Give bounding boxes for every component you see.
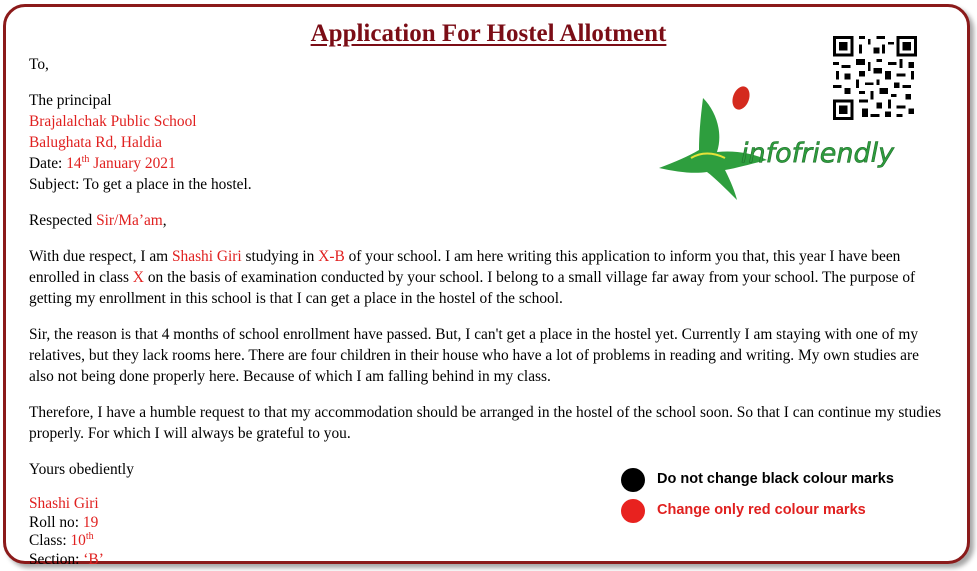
qr-code-icon [830,36,920,120]
section-line [29,551,944,570]
class-label: Class: [29,532,71,549]
logo-wordmark: infofriendly [741,138,895,169]
red-dot-icon [621,499,645,523]
paragraph-2: Sir, the reason is that 4 months of school enrollment have passed. But, I can't get a place in the hostel yet. Currently I am staying with one of my relatives, but they lack rooms here. There are four children in their house who have a lot of problems in reading and writing. My own studies are also not being done properly here. Because of which I am falling behind in my class. [29,326,919,385]
class-number: 10 [70,532,86,549]
legend-red-label: Change only red colour marks [657,502,866,518]
para1-class: X [132,269,144,286]
date-label: Date: [29,155,67,172]
legend-black-label: Do not change black colour marks [657,471,894,487]
class-suffix: th [85,531,94,542]
class-line [29,532,944,551]
date-day: 14 [66,155,82,172]
salutation-name: Sir/Ma’am [96,212,163,229]
roll-label: Roll no: [29,513,83,531]
date-suffix: th [81,154,90,165]
para1-text-2: studying in [241,248,319,265]
salutation-suffix: , [162,212,167,229]
section-value: ‘B’ [83,550,104,568]
page-title: Application For Hostel Allotment [310,20,667,47]
date-rest: January 2021 [89,155,176,172]
para1-name: Shashi Giri [171,248,242,265]
to-line: To, [29,56,49,73]
para1-text-4: on the basis of examination conducted by your school. I belong to a small village far away from your school. The purpose of getting my enrollment in this school is that I can get a place in the hostel of the school. [29,269,916,307]
para1-class-section: X-B [318,248,345,265]
paragraph-3: Therefore, I have a humble request to that my accommodation should be arranged in the hostel of the school soon. So that I can continue my studies properly. For which I will always be grateful to you. [29,404,942,442]
black-dot-icon [621,468,645,492]
school-address: Balughata Rd, Haldia [29,134,162,151]
signature-name: Shashi Giri [29,495,99,512]
subject-line: Subject: To get a place in the hostel. [29,176,252,193]
section-label: Section: [29,550,84,568]
salutation-prefix: Respected [29,212,97,229]
recipient: The principal [29,92,112,109]
para1-text-3: of your school. I am here writing this application to inform you that, this year I have been enrolled in class [29,248,901,286]
school-name: Brajalalchak Public School [29,113,197,130]
paragraph-1 [29,246,944,309]
roll-number: 19 [82,513,99,531]
para1-text-1: With due respect, I am [29,248,172,265]
closing: Yours obediently [29,461,134,478]
salutation [29,210,944,231]
